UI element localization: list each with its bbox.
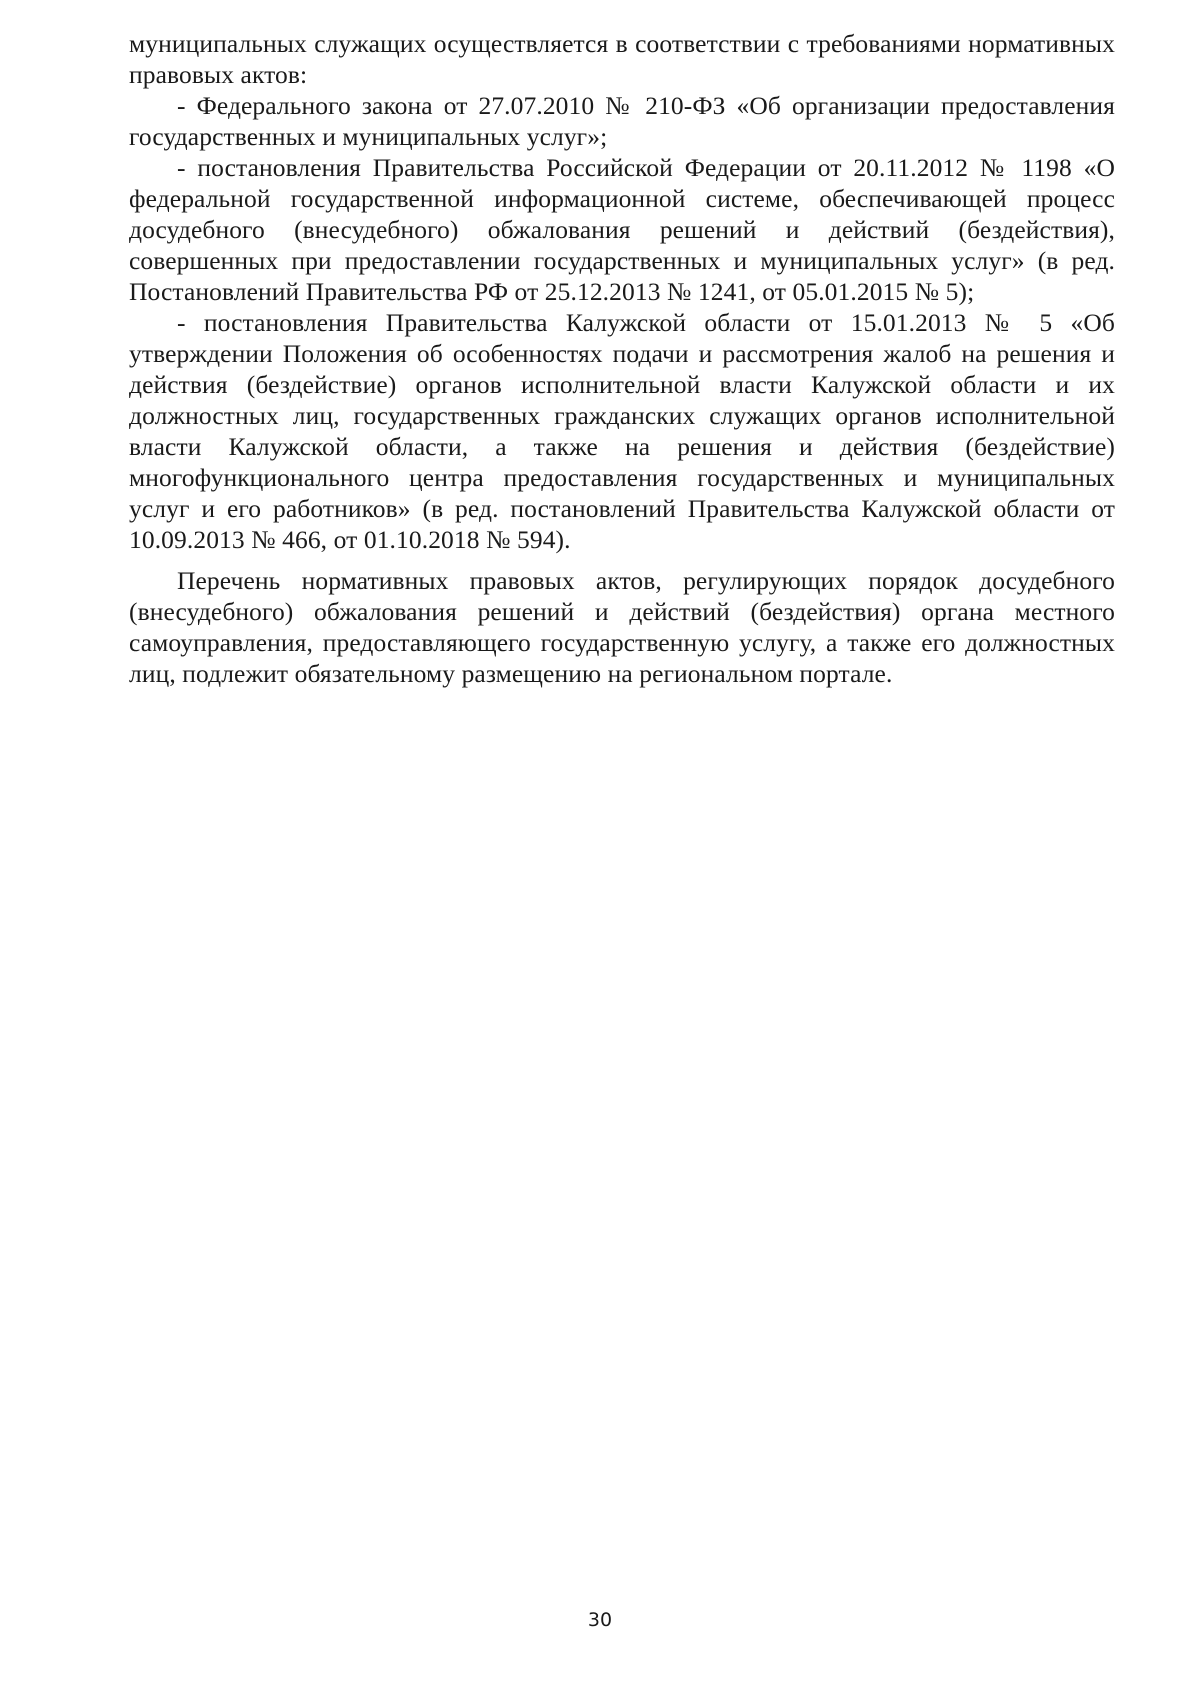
list-item-kaluga-decree: - постановления Правительства Калужской области от 15.01.2013 № 5 «Об утверждении Положения об особенностях подачи и рассмотрения жалоб на решения и действия (бездействие) органов исполнительной власти Калужской области и их должностных лиц, государственных гражданских служащих органов исполнительной власти Калужской области, а также на решения и действия (бездействие) многофункционального центра предоставления государственных и муниципальных услуг и его работников» (в ред. постановлений Правительства Калужской области от 10.09.2013 № 466, от 01.10.2018 № 594). [129, 308, 1115, 554]
paragraph-portal-requirement: Перечень нормативных правовых актов, регулирующих порядок досудебного (внесудебного) обжалования решений и действий (бездействия) органа местного самоуправления, предоставляющего государственную услугу, а также его должностных лиц, подлежит обязательному размещению на региональном портале. [129, 566, 1115, 688]
list-item-federal-law: - Федерального закона от 27.07.2010 № 210-ФЗ «Об организации предоставления государственных и муниципальных услуг»; [129, 91, 1115, 151]
document-body [129, 28, 1115, 689]
page-number: 30 [587, 1609, 613, 1631]
list-item-government-decree: - постановления Правительства Российской Федерации от 20.11.2012 № 1198 «О федеральной государственной информационной системе, обеспечивающей процесс досудебного (внесудебного) обжалования решений и действий (бездействия), совершенных при предоставлении государственных и муниципальных услуг» (в ред. Постановлений Правительства РФ от 25.12.2013 № 1241, от 05.01.2015 № 5); [129, 153, 1115, 306]
paragraph-continuation: муниципальных служащих осуществляется в соответствии с требованиями нормативных правовых актов: [129, 29, 1115, 89]
